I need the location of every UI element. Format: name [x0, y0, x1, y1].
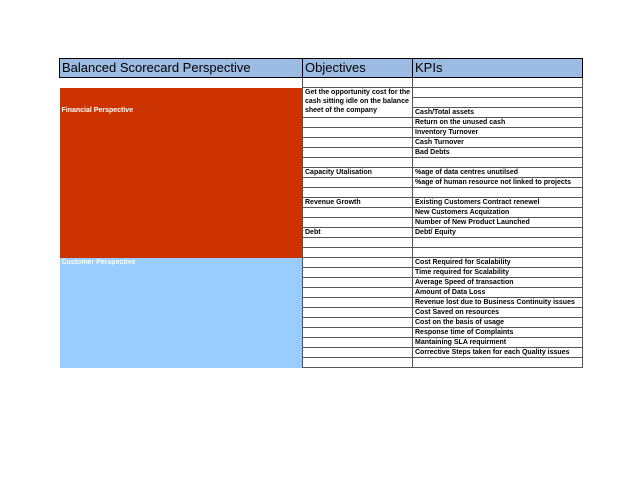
cell[interactable] [303, 248, 413, 258]
cell[interactable] [303, 148, 413, 158]
header-objectives[interactable]: Objectives [303, 59, 413, 78]
kpi-cell[interactable]: Cash/Total assets [413, 108, 583, 118]
kpi-cell[interactable]: Bad Debts [413, 148, 583, 158]
cell[interactable] [303, 78, 413, 88]
cell[interactable] [303, 298, 413, 308]
cell[interactable] [303, 328, 413, 338]
cell[interactable] [303, 118, 413, 128]
table-row [60, 88, 583, 98]
kpi-cell[interactable]: Number of New Product Launched [413, 218, 583, 228]
cell[interactable] [303, 278, 413, 288]
cell[interactable] [303, 218, 413, 228]
kpi-cell[interactable]: Return on the unused cash [413, 118, 583, 128]
cell[interactable] [303, 188, 413, 198]
objective-opportunity-cost[interactable]: Get the opportunity cost for the cash sitting idle on the balance sheet of the company [303, 88, 413, 118]
kpi-cell[interactable]: Amount of Data Loss [413, 288, 583, 298]
cell[interactable] [413, 188, 583, 198]
cell[interactable] [303, 358, 413, 368]
customer-perspective-label: Customer Perspective [61, 258, 136, 266]
kpi-cell[interactable]: Cost Saved on resources [413, 308, 583, 318]
kpi-cell[interactable]: Mantaining SLA requirment [413, 338, 583, 348]
cell[interactable] [303, 208, 413, 218]
header-kpis[interactable]: KPIs [413, 59, 583, 78]
kpi-cell[interactable]: Existing Customers Contract renewel [413, 198, 583, 208]
customer-perspective-cell[interactable] [60, 258, 303, 368]
cell[interactable] [303, 338, 413, 348]
kpi-cell[interactable]: Corrective Steps taken for each Quality issues [413, 348, 583, 358]
financial-perspective-cell[interactable] [60, 88, 303, 258]
objective-capacity[interactable]: Capacity Utalisation [303, 168, 413, 178]
cell[interactable] [303, 308, 413, 318]
cell[interactable] [303, 288, 413, 298]
header-perspective[interactable]: Balanced Scorecard Perspective [60, 59, 303, 78]
scorecard-table [59, 58, 583, 368]
kpi-cell[interactable]: Cost on the basis of usage [413, 318, 583, 328]
cell[interactable] [413, 78, 583, 88]
cell[interactable] [303, 268, 413, 278]
cell[interactable] [303, 318, 413, 328]
cell[interactable] [303, 138, 413, 148]
kpi-cell[interactable]: Cash Turnover [413, 138, 583, 148]
cell[interactable] [413, 98, 583, 108]
cell[interactable] [303, 178, 413, 188]
table-row [60, 258, 583, 268]
kpi-cell[interactable]: Debt/ Equity [413, 228, 583, 238]
cell[interactable] [303, 238, 413, 248]
objective-debt[interactable]: Debt [303, 228, 413, 238]
kpi-cell[interactable]: Average Speed of transaction [413, 278, 583, 288]
scorecard-sheet [59, 58, 582, 368]
kpi-cell[interactable]: Inventory Turnover [413, 128, 583, 138]
cell[interactable] [413, 238, 583, 248]
cell[interactable] [303, 258, 413, 268]
kpi-cell[interactable]: Time required for Scalability [413, 268, 583, 278]
cell[interactable] [413, 158, 583, 168]
table-row [60, 78, 583, 88]
cell[interactable] [303, 348, 413, 358]
kpi-cell[interactable]: Cost Required for Scalability [413, 258, 583, 268]
kpi-cell[interactable]: Revenue lost due to Business Continuity issues [413, 298, 583, 308]
cell[interactable] [303, 128, 413, 138]
financial-perspective-label: Financial Perspective [61, 106, 134, 114]
cell[interactable] [413, 88, 583, 98]
kpi-cell[interactable]: %age of human resource not linked to projects [413, 178, 583, 188]
cell[interactable] [303, 158, 413, 168]
cell[interactable] [413, 358, 583, 368]
kpi-cell[interactable]: New Customers Acquization [413, 208, 583, 218]
kpi-cell[interactable]: Response time of Complaints [413, 328, 583, 338]
kpi-cell[interactable]: %age of data centres unutilsed [413, 168, 583, 178]
cell[interactable] [413, 248, 583, 258]
cell[interactable] [60, 78, 303, 88]
objective-revenue[interactable]: Revenue Growth [303, 198, 413, 208]
header-row [60, 59, 583, 78]
